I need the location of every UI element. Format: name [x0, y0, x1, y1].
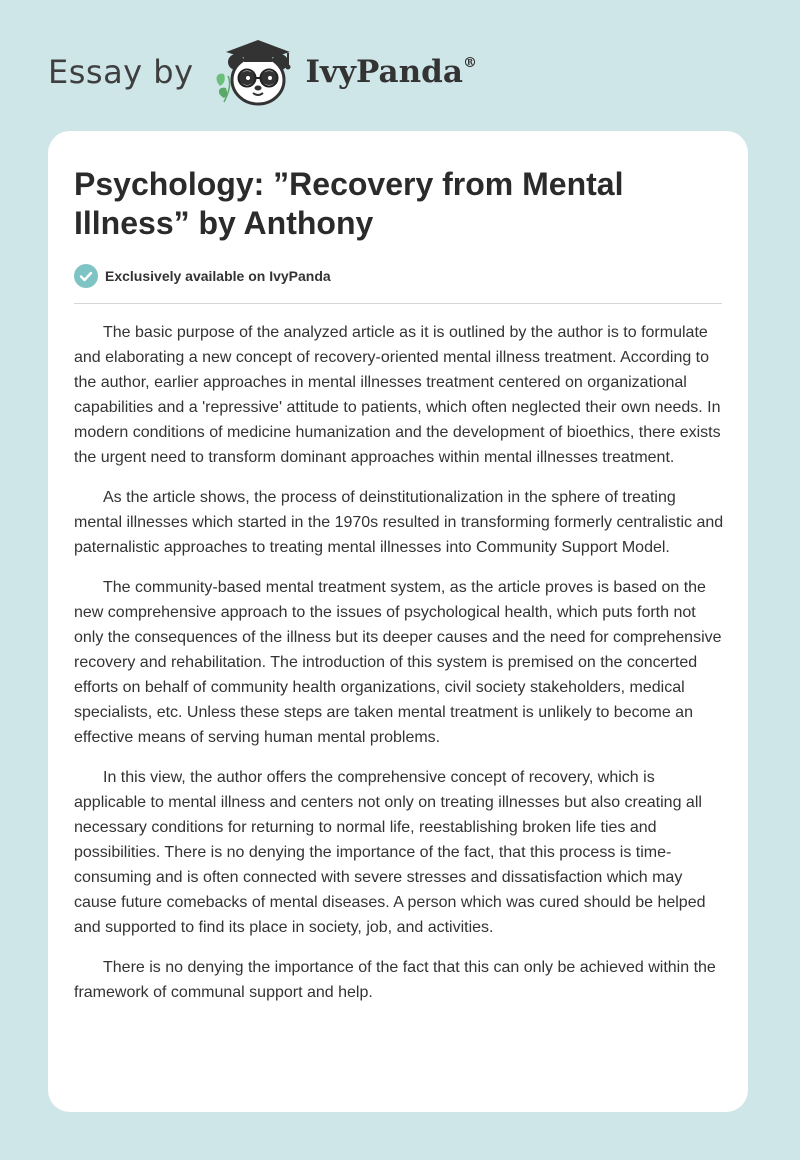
exclusive-badge-label: Exclusively available on IvyPanda — [105, 268, 331, 284]
essay-title: Psychology: ”Recovery from Mental Illness” by Anthony — [74, 166, 624, 241]
paragraph: In this view, the author offers the comprehensive concept of recovery, which is applicable to mental illness and centers not only on treating illnesses but also creating all necessary conditions for returning to normal life, reestablishing broken life ties and possibilities. There is no denying the importance of the fact, that this process is time-consuming and is often connected with severe stresses and dissatisfaction which may cause future comebacks of mental diseases. A person which was cured should be helped and supported to find its place in society, job, and activities. — [74, 769, 706, 936]
exclusive-badge — [74, 264, 331, 288]
paragraph: There is no denying the importance of the fact that this can only be achieved within the framework of communal support and help. — [74, 959, 716, 1001]
registered-mark: ® — [462, 54, 477, 71]
paragraph: The community-based mental treatment system, as the article proves is based on the new comprehensive approach to the issues of psychological health, which puts forth not only the consequences of the illness but its deeper causes and the need for comprehensive recovery and rehabilitation. The introduction of this system is premised on the concerted efforts on behalf of community health organizations, civil society stakeholders, medical specialists, etc. Unless these steps are taken mental treatment is unlikely to become an effective means of serving human mental problems. — [74, 579, 722, 746]
essay-body — [74, 320, 724, 1020]
site-logo[interactable] — [48, 36, 477, 108]
essay-card — [48, 131, 748, 1112]
divider — [74, 303, 722, 304]
logo-prefix: Essay by — [48, 53, 194, 91]
check-circle-icon — [74, 264, 98, 288]
logo-brand-name: IvyPanda® — [305, 54, 477, 90]
paragraph: The basic purpose of the analyzed article as it is outlined by the author is to formulate and elaborating a new concept of recovery-oriented mental illness treatment. According to the author, earlier approaches in mental illnesses treatment centered on organizational capabilities and a 'repressive' attitude to patients, which often neglected their own needs. In modern conditions of medicine humanization and the development of bioethics, there exists the urgent need to transform dominant approaches within mental illnesses treatment. — [74, 324, 721, 466]
paragraph: As the article shows, the process of deinstitutionalization in the sphere of treating mental illnesses which started in the 1970s resulted in transforming formerly centralistic and paternalistic approaches to treating mental illnesses into Community Support Model. — [74, 489, 724, 556]
panda-graduate-icon — [210, 36, 300, 108]
